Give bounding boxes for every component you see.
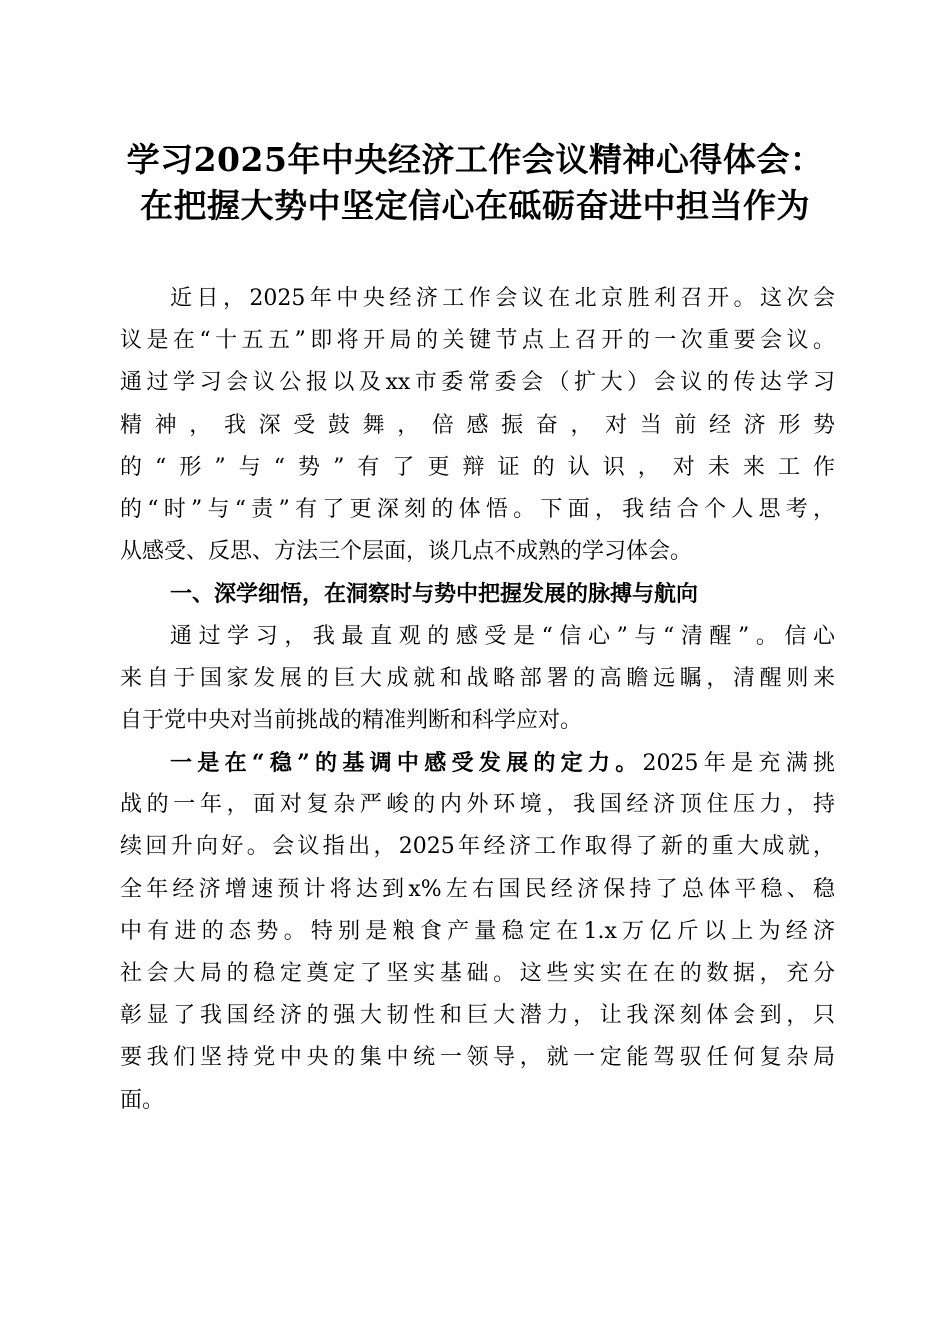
document-body bbox=[120, 278, 835, 1122]
intro-paragraph bbox=[120, 278, 835, 573]
text-line: 彰显了我国经济的强大韧性和巨大潜力，让我深刻体会到，只 bbox=[120, 1003, 835, 1029]
document-title-line-2: 在把握大势中坚定信心在砥砺奋进中担当作为 bbox=[140, 186, 810, 225]
section-heading: 一、深学细悟，在洞察时与势中把握发展的脉搏与航向 bbox=[170, 581, 699, 608]
text-line bbox=[120, 742, 835, 784]
text-line: 近日，2025年中央经济工作会议在北京胜利召开。这次会 bbox=[170, 286, 835, 311]
text-line: 的“形”与“势”有了更辩证的认识，对未来工作 bbox=[120, 454, 835, 480]
text-line: 要我们坚持党中央的集中统一领导，就一定能驾驭任何复杂局 bbox=[120, 1045, 835, 1071]
point-lead: 一是在“稳”的基调中感受发展的定力。 bbox=[170, 750, 643, 777]
text-line: 自于党中央对当前挑战的精准判断和科学应对。 bbox=[120, 707, 583, 733]
text-line: 从感受、反思、方法三个层面，谈几点不成熟的学习体会。 bbox=[120, 539, 693, 565]
text-line: 来自于国家发展的巨大成就和战略部署的高瞻远瞩，清醒则来 bbox=[120, 665, 835, 691]
document-title-line-1: 学习2025年中央经济工作会议精神心得体会： bbox=[126, 140, 824, 179]
text-line: 续回升向好。会议指出，2025年经济工作取得了新的重大成就， bbox=[120, 834, 835, 860]
text-line: 议是在“十五五”即将开局的关键节点上召开的一次重要会议。 bbox=[120, 328, 835, 354]
point1-paragraph bbox=[120, 742, 835, 1122]
text-line: 中有进的态势。特别是粮食产量稳定在1.x万亿斤以上为经济 bbox=[120, 918, 835, 944]
text-line: 全年经济增速预计将达到x%左右国民经济保持了总体平稳、稳 bbox=[120, 876, 835, 902]
text-line: 通过学习，我最直观的感受是“信心”与“清醒”。信心 bbox=[170, 623, 835, 649]
text-line: 战的一年，面对复杂严峻的内外环境，我国经济顶住压力，持 bbox=[120, 792, 835, 818]
text-run: 2025年是充满挑 bbox=[642, 751, 835, 777]
text-line: 的“时”与“责”有了更深刻的体悟。下面，我结合个人思考， bbox=[120, 496, 835, 522]
text-line: 通过学习会议公报以及xx市委常委会（扩大）会议的传达学习 bbox=[120, 370, 835, 396]
section1-paragraph bbox=[120, 616, 835, 743]
text-line: 精神，我深受鼓舞，倍感振奋，对当前经济形势 bbox=[120, 412, 835, 438]
text-line: 面。 bbox=[120, 1087, 165, 1113]
text-line: 社会大局的稳定奠定了坚实基础。这些实实在在的数据，充分 bbox=[120, 961, 835, 986]
